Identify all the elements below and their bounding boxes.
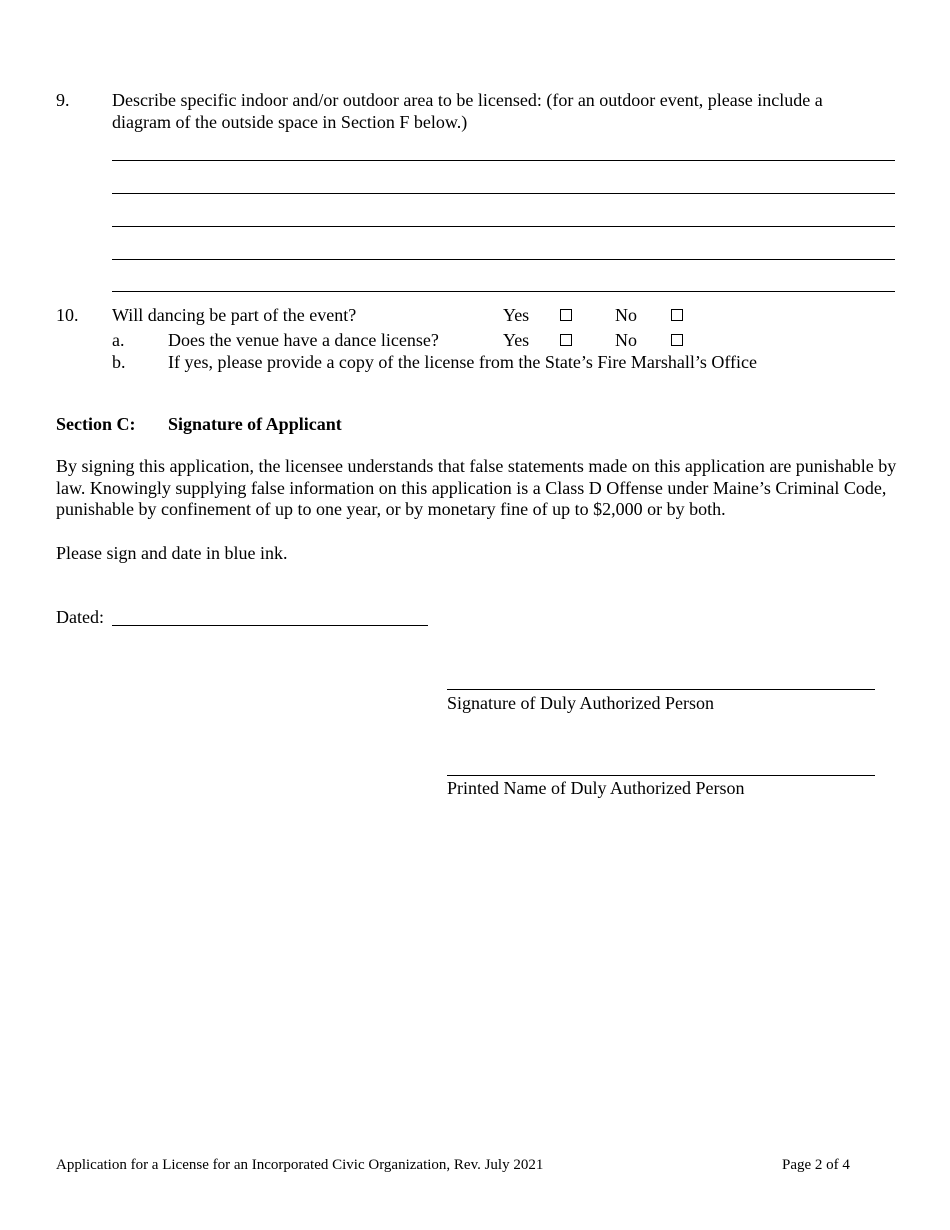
dance-license-no-label: No [615,330,637,350]
area-description-line-2[interactable] [112,193,895,194]
question-10b-label: b. [112,352,126,372]
dancing-yes-checkbox[interactable] [560,309,572,321]
printed-name-caption: Printed Name of Duly Authorized Person [447,778,745,798]
question-9-number: 9. [56,90,70,110]
question-10a-text: Does the venue have a dance license? [168,330,439,350]
legal-statement-paragraph: By signing this application, the licensee understands that false statements made on this application are punishable by law. Knowingly supplying false information on this application is a Class D Offense under Maine’s Criminal Code, punishable by confinement of up to one year, or by monetary fine of up to $2,000 or by both. [56,456,897,519]
question-9-text-line1: Describe specific indoor and/or outdoor area to be licensed: (for an outdoor event, please include a [112,90,823,110]
question-10-number: 10. [56,305,79,325]
dancing-no-label: No [615,305,637,325]
section-c-label: Section C: [56,414,136,434]
area-description-line-1[interactable] [112,160,895,161]
footer-form-title: Application for a License for an Incorporated Civic Organization, Rev. July 2021 [56,1157,544,1173]
signature-line[interactable] [447,689,875,690]
dance-license-yes-label: Yes [503,330,530,350]
dancing-yes-label: Yes [503,305,530,325]
dancing-no-checkbox[interactable] [671,309,683,321]
printed-name-line[interactable] [447,775,875,776]
dance-license-yes-checkbox[interactable] [560,334,572,346]
dance-license-no-checkbox[interactable] [671,334,683,346]
question-10b-text: If yes, please provide a copy of the license from the State’s Fire Marshall’s Office [168,352,757,372]
question-10a-label: a. [112,330,125,350]
signature-caption: Signature of Duly Authorized Person [447,693,714,713]
dated-label: Dated: [56,607,104,627]
area-description-line-5[interactable] [112,291,895,292]
area-description-line-3[interactable] [112,226,895,227]
area-description-line-4[interactable] [112,259,895,260]
section-c-title: Signature of Applicant [168,414,342,434]
question-10-text: Will dancing be part of the event? [112,305,357,325]
dated-field-line[interactable] [112,625,428,626]
question-9-text-line2: diagram of the outside space in Section F below.) [112,112,468,132]
footer-page-number: Page 2 of 4 [782,1157,850,1173]
blue-ink-instruction: Please sign and date in blue ink. [56,543,288,563]
